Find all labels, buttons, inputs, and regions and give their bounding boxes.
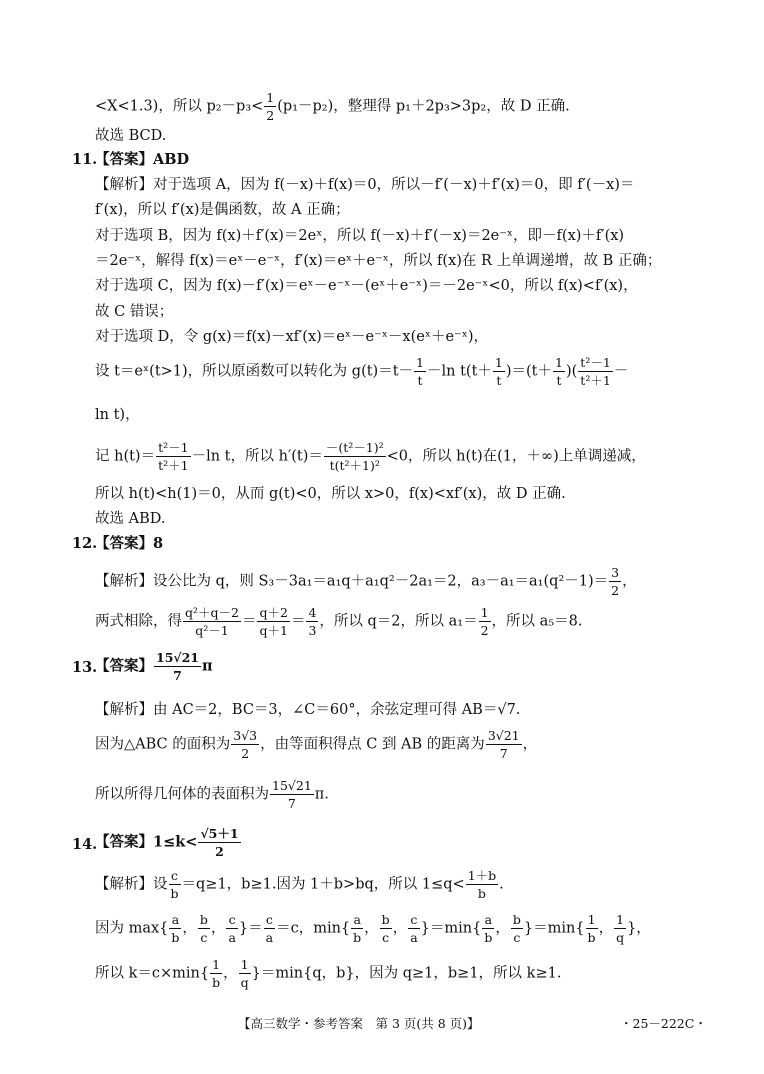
fraction: $\frac{\text{q²＋q－2}}{\text{q²－1}}$ <box>185 605 239 638</box>
text-run: (p₁－p₂)，整理得 p₁＋2p₃>3p₂，故 D 正确. <box>277 98 570 115</box>
q11-line-3: 对于选项 B，因为 f(x)＋f′(x)＝2eˣ，所以 f(－x)＋f′(－x)＝2e⁻ˣ，即－f(x)＋f′(x) <box>95 228 625 244</box>
q11-number: 11. <box>72 151 98 168</box>
fraction: $\frac{1}{2}$ <box>480 605 489 638</box>
fraction: $\frac{15√21}{7}$ <box>272 778 312 811</box>
fraction: $\frac{\text{t²－1}}{\text{t²＋1}}$ <box>158 440 189 473</box>
fraction: $\frac{c}{a}$ <box>410 912 418 945</box>
q14-line-1: 【解析】设 $\frac{c}{b}$ ＝q≥1，b≥1.因为 1＋b>bq，所以 1≤q< $\frac{1+b}{b}$ . <box>95 868 504 901</box>
fraction: $\frac{4}{3}$ <box>308 605 317 638</box>
q12-answer: 【答案】8 <box>95 535 164 552</box>
fraction: $\frac{q+2}{q+1}$ <box>259 605 288 638</box>
q10-conclusion: 故选 BCD. <box>95 128 167 144</box>
fraction: $\frac{√5+1}{2}$ <box>200 826 239 859</box>
fraction: $\frac{3√21}{7}$ <box>487 728 520 761</box>
fraction: $\frac{\text{t²－1}}{\text{t²＋1}}$ <box>580 355 611 388</box>
q14-line-2: 因为 max{ $\frac{a}{b}$ ， $\frac{b}{c}$ ， $\frac{c}{a}$ }＝ $\frac{c}{a}$ ＝c，min{ $\frac{a}{b}$ ， $\frac{b}{c}$ ， $\frac{c}{a}$ }＝min{ $\frac{a}{b}$ ， $\frac{b}{c}$ }＝min{ $\frac{1}{b}$ ， $\frac{1}{q}$ }， <box>95 912 651 945</box>
text-run: <X<1.3)，所以 p₂－p₃< <box>95 98 264 115</box>
q13-number: 13. <box>72 659 98 676</box>
page-footer: 【高三数学・参考答案 第 3 页(共 8 页)】 <box>238 1016 480 1031</box>
fraction: $\frac{\text{－(t²－1)²}}{\text{t(t²＋1)²}}$ <box>325 440 384 473</box>
q11-line-5: 对于选项 C，因为 f(x)－f′(x)＝eˣ－e⁻ˣ－(eˣ＋e⁻ˣ)＝－2e⁻ˣ<0，所以 f(x)<f′(x)， <box>95 278 638 294</box>
fraction: $\frac{c}{a}$ <box>228 912 236 945</box>
q11-line-8: 设 t＝eˣ(t>1)，所以原函数可以转化为 g(t)＝t－ $\frac{1}{t}$ －ln t(t＋ $\frac{1}{t}$ )＝(t＋ $\frac{1}{t}$ )( $\frac{\text{t²－1}}{\text{t²＋1}}$ － <box>95 355 629 388</box>
q12-line-1: 【解析】设公比为 q，则 S₃－3a₁＝a₁q＋a₁q²－2a₁＝2，a₃－a₁＝a₁(q²－1)＝ $\frac{3}{2}$ ， <box>95 565 637 598</box>
document-code: ・25－222C・ <box>620 1016 707 1031</box>
q11-line-12: 故选 ABD. <box>95 511 166 527</box>
fraction: $\frac{b}{c}$ <box>381 912 390 945</box>
fraction: $\frac{1}{b}$ <box>587 912 596 945</box>
q14-line-3: 所以 k＝c×min{ $\frac{1}{b}$ ， $\frac{1}{q}$ }＝min{q，b}，因为 q≥1，b≥1，所以 k≥1. <box>95 957 562 990</box>
fraction: $\frac{a}{b}$ <box>484 912 493 945</box>
fraction: $\frac{1}{q}$ <box>616 912 625 945</box>
q13-line-3: 所以所得几何体的表面积为 $\frac{15√21}{7}$ π. <box>95 778 329 811</box>
fraction: $\frac{3√3}{2}$ <box>233 728 258 761</box>
fraction: $\frac{1}{b}$ <box>212 957 221 990</box>
q14-number: 14. <box>72 836 98 853</box>
fraction: $\frac{b}{c}$ <box>512 912 521 945</box>
q11-line-10: 记 h(t)＝ $\frac{\text{t²－1}}{\text{t²＋1}}$ －ln t，所以 h′(t)＝ $\frac{\text{－(t²－1)²}}{\text{t(t²＋1)²}}$ <0，所以 h(t)在(1，＋∞)上单调递减， <box>95 440 646 473</box>
fraction: $\frac{15√21}{7}$ <box>156 650 200 683</box>
fraction: $\frac{1}{t}$ <box>494 355 503 388</box>
fraction: $\frac{c}{a}$ <box>265 912 274 945</box>
q11-line-11: 所以 h(t)<h(1)＝0，从而 g(t)<0，所以 x>0，f(x)<xf′(x)，故 D 正确. <box>95 486 566 502</box>
q13-answer: 【答案】 $\frac{15√21}{7}$ π <box>95 650 213 683</box>
fraction: $\frac{1}{q}$ <box>240 957 249 990</box>
fraction: $\frac{1+b}{b}$ <box>467 868 497 901</box>
q11-line-1: 【解析】对于选项 A，因为 f(－x)＋f(x)＝0，所以－f′(－x)＋f′(x)＝0，即 f′(－x)＝ <box>95 177 635 193</box>
q13-line-1: 【解析】由 AC＝2，BC＝3，∠C＝60°，余弦定理可得 AB＝√7. <box>95 702 521 718</box>
q11-line-7: 对于选项 D，令 g(x)＝f(x)－xf′(x)＝eˣ－e⁻ˣ－x(eˣ＋e⁻ˣ)， <box>95 329 489 345</box>
fraction: $\frac{1}{t}$ <box>555 355 563 388</box>
fraction: $\frac{a}{b}$ <box>171 912 180 945</box>
q13-line-2: 因为△ABC 的面积为 $\frac{3√3}{2}$ ，由等面积得点 C 到 AB 的距离为 $\frac{3√21}{7}$ ， <box>95 728 538 761</box>
fraction: $\frac{b}{c}$ <box>199 912 208 945</box>
fraction: $\frac{3}{2}$ <box>611 565 620 598</box>
q12-number: 12. <box>72 535 98 552</box>
fraction: $\frac{a}{b}$ <box>353 912 362 945</box>
q11-line-2: f′(x)，所以 f′(x)是偶函数，故 A 正确； <box>95 202 350 218</box>
fraction: $\frac{c}{b}$ <box>170 868 179 901</box>
fraction: $\frac{1}{2}$ <box>266 90 275 123</box>
q10-continuation-line <box>95 90 715 123</box>
q11-line-9: ln t)， <box>95 407 140 423</box>
q11-line-6: 故 C 错误； <box>95 304 174 320</box>
q14-answer: 【答案】1≤k< $\frac{√5+1}{2}$ <box>95 826 239 859</box>
q11-line-4: ＝2e⁻ˣ，解得 f(x)＝eˣ－e⁻ˣ，f′(x)＝eˣ＋e⁻ˣ，所以 f(x)在 R 上单调递增，故 B 正确； <box>95 253 662 269</box>
q11-answer: 【答案】ABD <box>95 151 190 168</box>
q12-line-2: 两式相除，得 $\frac{\text{q²＋q－2}}{\text{q²－1}}$ ＝ $\frac{q+2}{q+1}$ ＝ $\frac{4}{3}$ ，所以 q＝2，所以 a₁＝ $\frac{1}{2}$ ，所以 a₅＝8. <box>95 605 583 638</box>
fraction: $\frac{1}{t}$ <box>416 355 424 388</box>
